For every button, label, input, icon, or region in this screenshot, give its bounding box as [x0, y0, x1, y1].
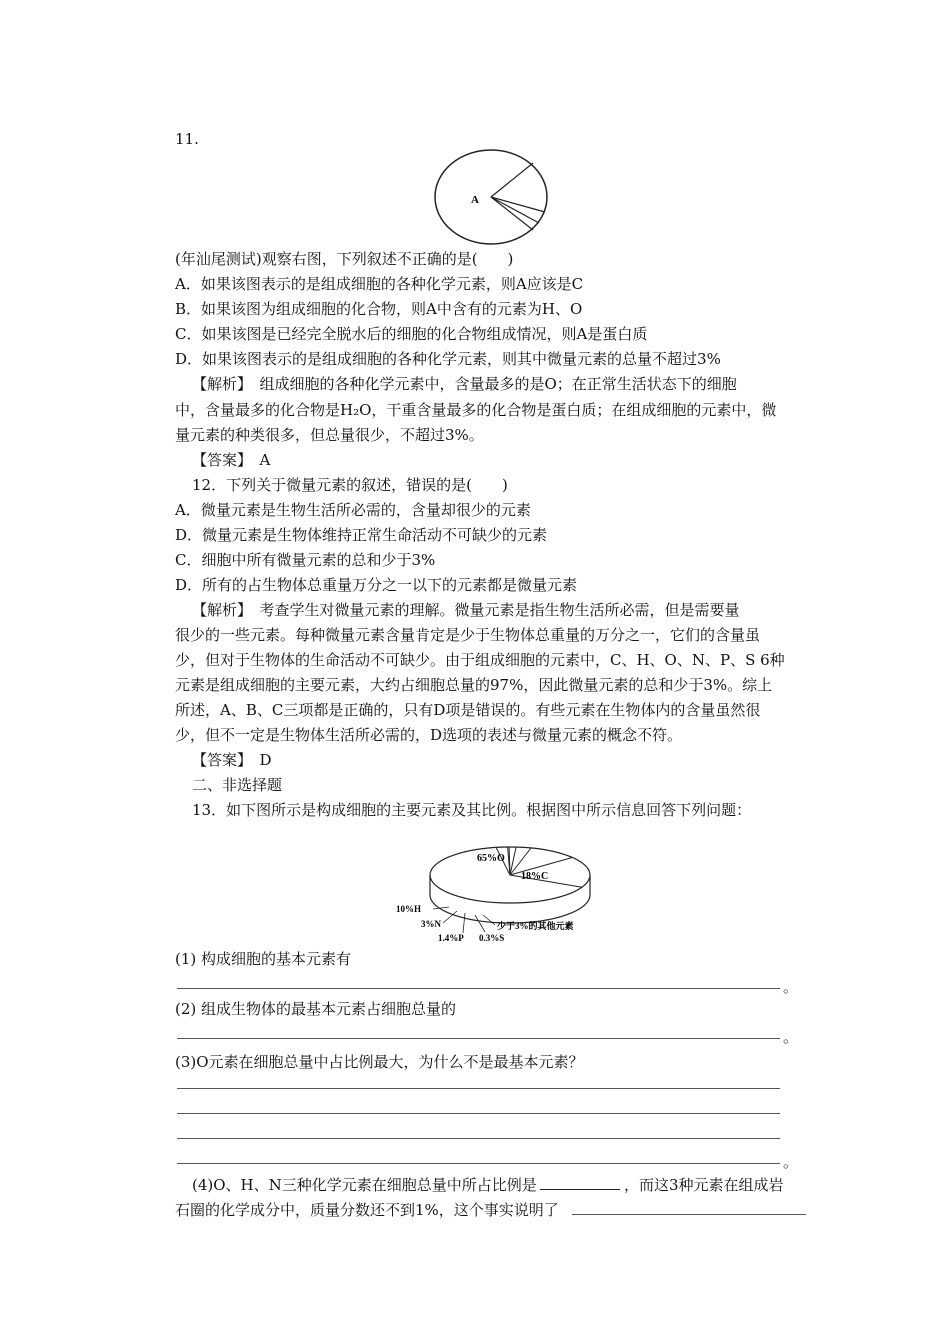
pie-divider-2 — [491, 197, 545, 212]
answer-blank[interactable] — [540, 1189, 620, 1190]
label-n: 3%N — [421, 919, 441, 929]
q11-analysis-line: 量元素的种类很多，但总量很少，不超过3%。 — [175, 426, 484, 444]
q11-stem: (年汕尾测试)观察右图，下列叙述不正确的是( ) — [175, 250, 514, 268]
q13-sub3: (3)O元素在细胞总量中占比例最大，为什么不是最基本元素？ — [175, 1053, 584, 1071]
q12-analysis-line: 元素是组成细胞的主要元素，大约占细胞总量的97%，因此微量元素的总和少于3%。综上 — [175, 676, 773, 694]
pie-divider-4 — [491, 197, 533, 230]
answer-blank[interactable] — [177, 1163, 780, 1164]
pie-divider-1 — [491, 163, 533, 197]
pie-divider-3 — [491, 197, 539, 223]
q13-sub4-text: (4)O、H、N三种化学元素在细胞总量中所占比例是 — [192, 1176, 537, 1194]
q12-option-a: A．微量元素是生物生活所必需的，含量却很少的元素 — [175, 501, 531, 519]
answer-blank[interactable] — [177, 988, 780, 989]
q11-option-d: D．如果该图表示的是组成细胞的各种化学元素，则其中微量元素的总量不超过3% — [175, 350, 721, 368]
q11-option-b: B．如果该图为组成细胞的化合物，则A中含有的元素为H、O — [175, 300, 583, 318]
period: 。 — [783, 1028, 799, 1046]
q13-stem: 13．如下图所示是构成细胞的主要元素及其比例。根据图中所示信息回答下列问题： — [192, 801, 752, 819]
q13-sub1: (1) 构成细胞的基本元素有 — [175, 950, 352, 968]
q12-answer: 【答案】 D — [192, 751, 272, 769]
q12-analysis-line: 所述，A、B、C三项都是正确的，只有D项是错误的。有些元素在生物体内的含量虽然很 — [175, 701, 761, 719]
q12-option-b: D．微量元素是生物体维持正常生命活动不可缺少的元素 — [175, 526, 548, 544]
answer-blank[interactable] — [177, 1088, 780, 1089]
element-pie-chart — [393, 835, 603, 945]
q13-sub4-text: ，而这3种元素在组成岩 — [624, 1176, 784, 1194]
q12-analysis-line: 很少的一些元素。每种微量元素含量肯定是少于生物体总重量的万分之一，它们的含量虽 — [175, 626, 761, 644]
period: 。 — [783, 978, 799, 996]
answer-blank[interactable] — [177, 1113, 780, 1114]
q13-sub2: (2) 组成生物体的最基本元素占细胞总量的 — [175, 1000, 457, 1018]
q11-analysis-line: 【解析】 组成细胞的各种化学元素中，含量最多的是O；在正常生活状态下的细胞 — [192, 375, 737, 393]
q11-analysis-line: 中，含量最多的化合物是H₂O，干重含量最多的化合物是蛋白质；在组成细胞的元素中，微 — [175, 401, 777, 419]
period: 。 — [783, 1153, 799, 1171]
q13-sub4-text: 石圈的化学成分中，质量分数还不到1%，这个事实说明了 — [175, 1201, 559, 1219]
section-heading: 二、非选择题 — [192, 776, 283, 794]
q11-number: 11. — [175, 130, 199, 148]
q12-option-c: C．细胞中所有微量元素的总和少于3% — [175, 551, 436, 569]
pie-label-a: A — [471, 194, 479, 206]
answer-blank[interactable] — [177, 1138, 780, 1139]
label-p: 1.4%P — [438, 933, 464, 943]
answer-blank[interactable] — [572, 1214, 806, 1215]
q11-pie-figure — [433, 145, 553, 245]
label-o: 65%O — [477, 853, 505, 864]
label-h: 10%H — [396, 904, 422, 914]
label-others: 少于3%的其他元素 — [497, 921, 574, 931]
q12-analysis-line: 少，但对于生物体的生命活动不可缺少。由于组成细胞的元素中，C、H、O、N、P、S 6种 — [175, 651, 785, 669]
answer-blank[interactable] — [177, 1038, 780, 1039]
label-c: 18%C — [521, 871, 549, 882]
q12-analysis-line: 少，但不一定是生物体生活所必需的，D选项的表述与微量元素的概念不符。 — [175, 726, 683, 744]
q11-option-c: C．如果该图是已经完全脱水后的细胞的化合物组成情况，则A是蛋白质 — [175, 325, 648, 343]
q12-analysis-line: 【解析】 考查学生对微量元素的理解。微量元素是指生物生活所必需，但是需要量 — [192, 601, 740, 619]
q12-option-d: D．所有的占生物体总重量万分之一以下的元素都是微量元素 — [175, 576, 578, 594]
q11-option-a: A．如果该图表示的是组成细胞的各种化学元素，则A应该是C — [175, 275, 584, 293]
q12-stem: 12．下列关于微量元素的叙述，错误的是( ) — [192, 476, 508, 494]
label-s: 0.3%S — [479, 933, 505, 943]
q11-answer: 【答案】 A — [192, 451, 271, 469]
